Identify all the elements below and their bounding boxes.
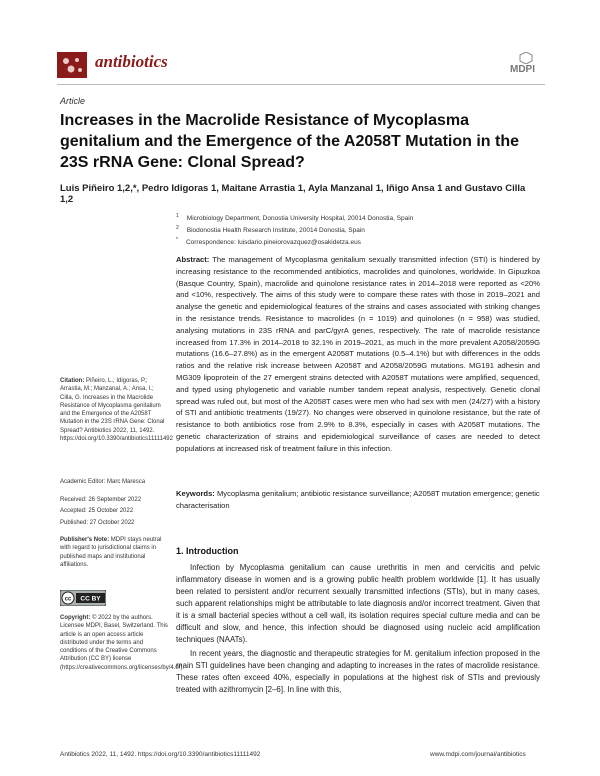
svg-text:CC BY: CC BY	[80, 595, 101, 603]
article-type: Article	[60, 96, 86, 106]
section-heading: 1. Introduction	[176, 546, 239, 556]
citation-text[interactable]: Piñeiro, L.; Idigoras, P.; Arrastia, M.; Manzanal, A.; Ansa, I.; Cilla, G. Increases in the Macrolide Resistance of Mycoplasma genitalium and the Emergence of the A2058T Mutation in the 23S rRNA Gene: Clonal Spread? Antibiotics 2022, 11, 1492. https://doi.org/10.3390/antibiotics11111492	[60, 378, 173, 443]
affiliation-item: $^1$ Microbiology Department, Donostia University Hospital, 20014 Donostia, Spain	[176, 213, 414, 223]
keywords	[176, 488, 540, 512]
affiliations	[176, 213, 546, 249]
publisher-name: MDPI	[510, 64, 535, 75]
abstract	[176, 254, 540, 455]
abstract-label: Abstract:	[176, 255, 210, 264]
paragraph: Infection by Mycoplasma genitalium can cause urethritis in men and cervicitis and pelvic inflammatory disease in women and is a growing public health problem worldwide [1]. It has usually been related to persistent and/or recurrent sexually transmitted infections (STIs), but in many cases, such apparent relationships might be attributable to late diagnosis and/or incorrect treatment. Given that it is a small bacterial species without a cell wall, its isolation requires special culture media and can be difficult and slow, and hence, this infection should be diagnosed using nucleic acid amplification techniques (NAATs).	[176, 563, 540, 644]
keywords-text: Mycoplasma genitalium; antibiotic resistance surveillance; A2058T mutation emergence; genetic characterisation	[176, 489, 540, 510]
journal-name: antibiotics	[95, 52, 168, 71]
copyright-notice: Copyright: © 2022 by the authors. Licensee MDPI, Basel, Switzerland. This article is an open access article distributed under the terms and conditions of the Creative Commons Attribution (CC BY) license (https://creativecommons.org/licenses/by/4.0/).	[60, 615, 185, 671]
journal-logo-icon	[57, 52, 87, 78]
correspondence-email[interactable]: Correspondence: luisdario.pineiorovazquez@osakidetza.eus	[185, 239, 361, 247]
keywords-label: Keywords:	[176, 489, 215, 498]
page-title: Increases in the Macrolide Resistance of Mycoplasma genitalium and the Emergence of the A2058T Mutation in the 23S rRNA Gene: Clonal Spread?	[60, 112, 520, 171]
correspondence: * Correspondence: luisdario.pineiorovazquez@osakidetza.eus	[176, 237, 361, 247]
affiliation-item: $^2$ Biodonostia Health Research Institute, 20014 Donostia, Spain	[176, 225, 365, 235]
footer-url[interactable]: www.mdpi.com/journal/antibiotics	[430, 751, 526, 758]
received-date: Received: 26 September 2022	[60, 497, 142, 503]
academic-editor: Academic Editor: Marc Maresca	[60, 479, 146, 485]
citation-block: Citation: Piñeiro, L.; Idigoras, P.; Arrastia, M.; Manzanal, A.; Ansa, I.; Cilla, G. Increases in the Macrolide Resistance of Mycoplasma genitalium and the Emergence of the A2058T Mutation in the 23S rRNA Gene: Clonal Spread? Antibiotics 2022, 11, 1492. https://doi.org/10.3390/antibiotics11111492	[60, 378, 173, 443]
paragraph: In recent years, the diagnostic and therapeutic strategies for M. genitalium infection proposed in the main STI guidelines have been changing and adapting to increases in the rates of macrolide resistance. These rates often exceed 40%, especially in populations at the highest risk of STIs and previously treated with azithromycin [2–6]. In line with this,	[176, 649, 540, 694]
accepted-date: Accepted: 25 October 2022	[60, 508, 134, 515]
abstract-text: The management of Mycoplasma genitalium sexually transmitted infection (STI) is hindered by increasing resistance to the recommended antibiotics, macrolides and quinolones, worldwide. In Gipuzkoa (Basque Country, Spain), macrolide and quinolone resistance rates in 2014–2018 were reported as <20% and <10%, respectively. The aims of this study were to compare these rates with those in 2019–2021 and analyse the genetic and epidemiological features of the strains and cases associated with striking changes in the resistance trends. Resistance to macrolides (n = 1019) and quinolones (n = 958) was studied, analysing mutations in 23S rRNA and parC/gyrA genes, respectively. The rate of macrolide resistance increased from 17.3% in 2014–2018 to 32.1% in 2019–2021, as much in the more prevalent A2058/2059G mutations (16.6–27.8%) as in the emergent A2058T mutations (0.5–4.1%) but with differences in the odds ratios and the relative risk increase between A2058T and A2058/2059G mutations. MG191 adhesin and MG309 lipoprotein of the 27 emergent strains detected with A2058T mutations were amplified, sequenced, and typed using phylogenetic and variable number tandem repeat analysis, respectively. Genetic clonal spread was ruled out, but most of the A2058T cases were men who had sex with men (24/27) with a history of STI and antibiotic treatments (19/27). No changes were observed in quinolone resistance, but the rate of resistance to both antibiotics rose from 2.9% to 8.3%, especially in cases with A2058T mutations. The genetic characterization of strains and epidemiological surveillance of cases are needed to detect populations at increased risk of treatment failure in this infection.	[176, 255, 540, 453]
published-date: Published: 27 October 2022	[60, 519, 135, 526]
footer-citation[interactable]: Antibiotics 2022, 11, 1492. https://doi.org/10.3390/antibiotics11111492	[60, 751, 261, 758]
dates	[60, 496, 168, 527]
cc-by-license-icon[interactable]	[60, 590, 106, 606]
introduction-body	[176, 562, 540, 698]
svg-text:cc: cc	[64, 596, 72, 603]
header-divider	[57, 84, 545, 85]
mdpi-logo-icon	[512, 52, 540, 64]
author-list: Luis Piñeiro 1,2,*, Pedro Idigoras 1, Maitane Arrastia 1, Ayla Manzanal 1, Iñigo Ansa 1 and Gustavo Cilla 1,2	[60, 183, 526, 205]
publisher-note: Publisher's Note: MDPI stays neutral with regard to jurisdictional claims in published maps and institutional affiliations.	[60, 537, 162, 568]
